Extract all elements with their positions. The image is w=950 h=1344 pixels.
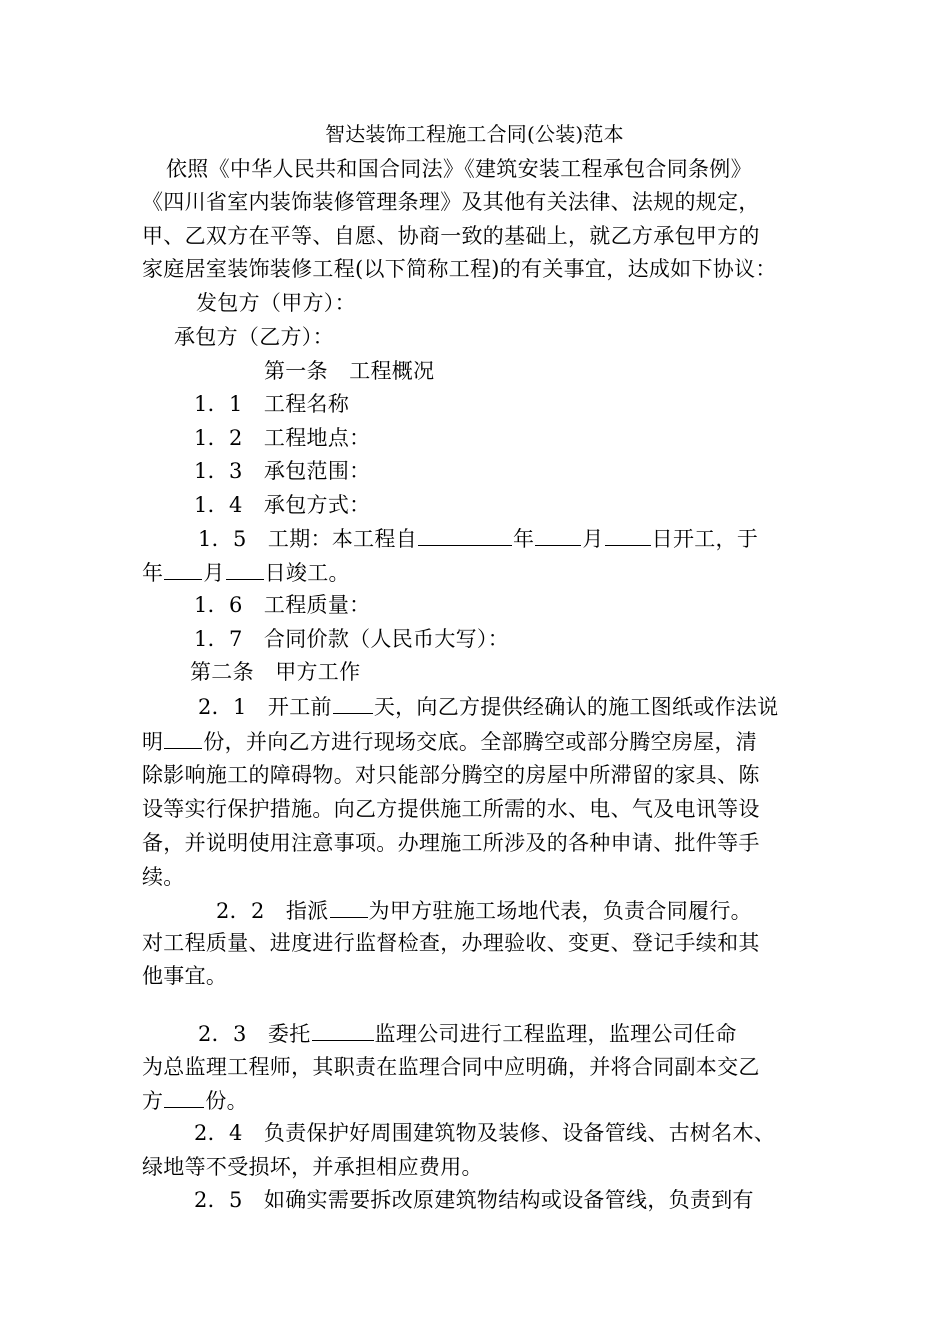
party-b-line: 承包方（乙方）： [174,325,334,349]
item-1-1: 1．1 工程名称 [194,392,350,416]
item-2-2-line-1 [216,895,752,925]
item-1-6: 1．6 工程质量： [194,593,371,617]
item-1-4: 1．4 承包方式： [194,493,371,517]
item-1-5-line-2 [142,557,350,587]
item-2-1-text-b: 天，向乙方提供经确认的施工图纸或作法说 [373,695,779,719]
item-1-5-text-f: 月 [203,561,225,585]
item-2-1-text-c: 明 [142,730,164,754]
item-2-3-text-c: 方 [142,1089,164,1113]
intro-line-2: 《四川省室内装饰装修管理条理》及其他有关法律、法规的规定， [142,190,760,214]
item-1-5-text-b: 年 [513,527,535,551]
item-1-5-text-c: 月 [582,527,604,551]
fill-blank [333,691,373,714]
item-2-3-text-d: 份。 [205,1089,248,1113]
item-2-3-text-a: 2．3 委托 [198,1022,311,1046]
item-1-2: 1．2 工程地点： [194,426,371,450]
item-2-2-line-2: 对工程质量、进度进行监督检查，办理验收、变更、登记手续和其 [142,931,760,955]
item-2-1-text-d: 份，并向乙方进行现场交底。全部腾空或部分腾空房屋，清 [203,730,758,754]
item-1-5-text-e: 年 [142,561,164,585]
intro-line-4: 家庭居室装饰装修工程(以下简称工程)的有关事宜，达成如下协议： [142,257,777,281]
item-1-5-text-a: 1．5 工期：本工程自 [198,527,418,551]
item-2-2-text-a: 2．2 指派 [216,899,329,923]
item-2-3-line-3 [142,1085,248,1115]
fill-blank [330,895,368,918]
intro-line-3: 甲、乙双方在平等、自愿、协商一致的基础上，就乙方承包甲方的 [142,224,760,248]
item-2-3-line-2: 为总监理工程师，其职责在监理合同中应明确，并将合同副本交乙 [142,1055,760,1079]
item-1-3: 1．3 承包范围： [194,459,371,483]
item-2-3-text-b: 监理公司进行工程监理，监理公司任命 [374,1022,737,1046]
fill-blank [535,523,581,546]
item-2-5-line-1: 2．5 如确实需要拆改原建筑物结构或设备管线，负责到有 [194,1188,754,1212]
document-title: 智达装饰工程施工合同(公装)范本 [325,122,624,146]
item-2-1-line-1 [198,691,779,721]
item-2-1-line-3: 除影响施工的障碍物。对只能部分腾空的房屋中所滞留的家具、陈 [142,763,760,787]
item-1-5-line-1 [198,523,758,553]
item-2-1-line-2 [142,726,757,756]
fill-blank [226,557,264,580]
item-2-1-line-6: 续。 [142,865,185,889]
fill-blank [605,523,651,546]
item-1-7: 1．7 合同价款（人民币大写）： [194,627,510,651]
fill-blank [164,557,202,580]
fill-blank [418,523,512,546]
intro-line-1: 依照《中华人民共和国合同法》《建筑安装工程承包合同条例》 [166,157,752,181]
item-2-4-line-1: 2．4 负责保护好周围建筑物及装修、设备管线、古树名木、 [194,1121,776,1145]
item-1-5-text-g: 日竣工。 [264,561,350,585]
item-1-5-text-d: 日开工，于 [651,527,759,551]
fill-blank [164,726,202,749]
fill-blank [164,1085,204,1108]
item-2-4-line-2: 绿地等不受损坏，并承担相应费用。 [142,1155,483,1179]
item-2-2-text-b: 为甲方驻施工场地代表，负责合同履行。 [368,899,752,923]
item-2-1-line-5: 备，并说明使用注意事项。办理施工所涉及的各种申请、批件等手 [142,831,760,855]
party-a-line: 发包方（甲方）： [196,291,356,315]
item-2-1-text-a: 2．1 开工前 [198,695,332,719]
item-2-1-line-4: 设等实行保护措施。向乙方提供施工所需的水、电、气及电讯等设 [142,797,760,821]
article-2-heading: 第二条 甲方工作 [190,660,361,684]
item-2-2-line-3: 他事宜。 [142,964,228,988]
item-2-3-line-1 [198,1018,737,1048]
article-1-heading: 第一条 工程概况 [264,359,435,383]
fill-blank [312,1018,374,1041]
